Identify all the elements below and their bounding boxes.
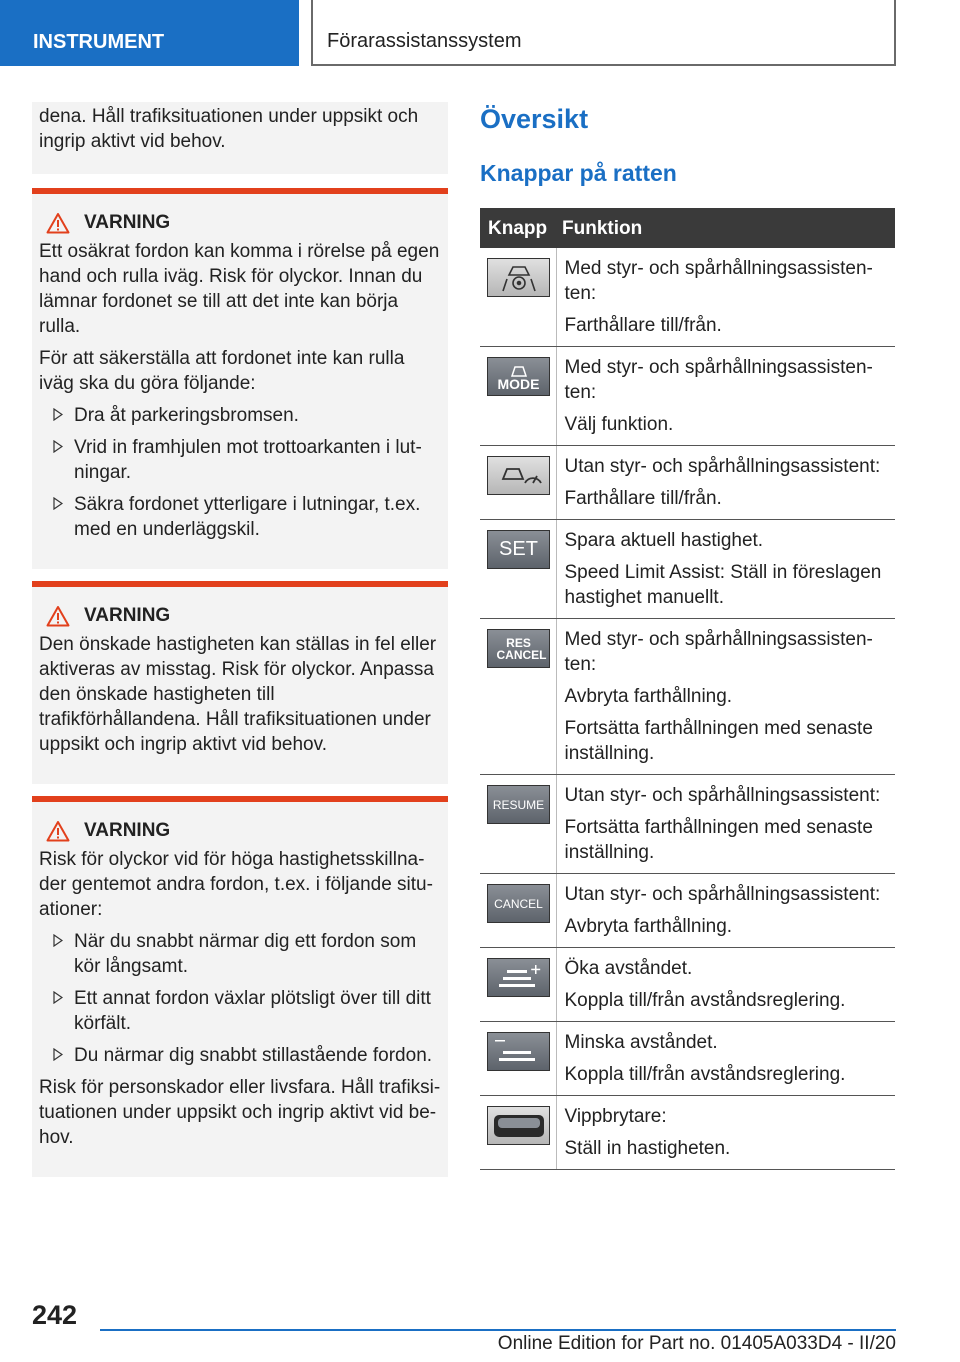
section-tab[interactable]: INSTRUMENT (0, 0, 299, 66)
row-text: Ställ in hastigheten. (564, 1138, 731, 1159)
row-text: Utan styr- och spårhållningsassistent: (564, 785, 881, 806)
table-row (480, 520, 895, 619)
row-text: Med styr- och spårhållningsassisten-ten: (564, 258, 873, 304)
table-row (480, 1022, 895, 1096)
row-text: Avbryta farthållning. (564, 916, 733, 937)
list-item: Dra åt parkeringsbromsen. (39, 403, 441, 428)
list-item: När du snabbt närmar dig ett fordon som kör långsamt. (39, 929, 441, 979)
table-row (480, 619, 895, 775)
warning-list (39, 403, 441, 542)
subsection-heading: Knappar på ratten (480, 160, 677, 186)
row-text: Speed Limit Assist: Ställ in föreslagen hastighet manuellt. (564, 562, 882, 608)
table-row (480, 874, 895, 948)
row-text: Välj funktion. (564, 414, 674, 435)
section-heading: Översikt (480, 104, 589, 134)
page-number: 242 (32, 1300, 78, 1330)
warning-triangle-icon (46, 605, 70, 627)
row-text: Öka avståndet. (564, 958, 693, 979)
rocker-switch-icon (487, 1106, 550, 1145)
bullet-triangle-icon (53, 408, 63, 421)
warning-title: VARNING (39, 818, 441, 843)
row-text: Farthållare till/från. (564, 488, 722, 509)
left-column (32, 102, 448, 1177)
footer-divider (100, 1329, 896, 1331)
row-text: Fortsätta farthållningen med senaste inställning. (564, 817, 873, 863)
warning-triangle-icon (46, 212, 70, 234)
row-text: Koppla till/från avståndsreglering. (564, 990, 846, 1011)
distance-decrease-icon (487, 1032, 550, 1071)
right-column (480, 102, 895, 1170)
warning-text: Risk för olyckor vid för höga hastighetsskillna-der gentemot andra fordon, t.ex. i följande situ-ationer: (39, 849, 433, 920)
bullet-triangle-icon (53, 497, 63, 510)
warning-list (39, 929, 441, 1068)
edition-note: Online Edition for Part no. 01405A033D4 - II/20 (497, 1333, 896, 1354)
bullet-triangle-icon (53, 991, 63, 1004)
warning-text: Risk för personskador eller livsfara. Håll trafiksi-tuationen under uppsikt och ingrip aktivt vid be-hov. (39, 1077, 441, 1148)
table-row (480, 1096, 895, 1170)
table-row (480, 446, 895, 520)
list-item: Ett annat fordon växlar plötsligt över till ditt körfält. (39, 986, 441, 1036)
warning-title: VARNING (39, 210, 441, 235)
row-text: Koppla till/från avståndsreglering. (564, 1064, 846, 1085)
res-cancel-button-icon: RES CANCEL (487, 629, 550, 668)
table-row (480, 948, 895, 1022)
row-text: Minska avståndet. (564, 1032, 718, 1053)
continued-note-text: dena. Håll trafiksituationen under uppsikt och ingrip aktivt vid behov. (39, 106, 419, 152)
bullet-triangle-icon (53, 934, 63, 947)
chapter-title: Förarassistanssystem (311, 0, 896, 66)
distance-increase-icon (487, 958, 550, 997)
row-text: Utan styr- och spårhållningsassistent: (564, 456, 881, 477)
page-header (0, 0, 960, 66)
row-text: Med styr- och spårhållningsassisten-ten: (564, 357, 873, 403)
column-header-button: Knapp (480, 208, 556, 248)
bullet-triangle-icon (53, 440, 63, 453)
warning-text: Den önskade hastigheten kan ställas in fel eller aktiveras av misstag. Risk för olyckor. Anpassa den önskade hastigheten till trafikförhållandena. Håll trafiksituationen under uppsikt och ingrip aktivt vid behov. (39, 634, 437, 755)
mode-button-icon: MODE (487, 357, 550, 396)
warning-text: För att säkerställa att fordonet inte kan rulla iväg ska du göra följande: (39, 348, 405, 394)
resume-button-icon: RESUME (487, 785, 550, 824)
row-text: Utan styr- och spårhållningsassistent: (564, 884, 881, 905)
warning-title: VARNING (39, 603, 441, 628)
row-text: Vippbrytare: (564, 1106, 667, 1127)
bullet-triangle-icon (53, 1048, 63, 1061)
steering-assist-icon (487, 258, 550, 297)
cruise-control-icon (487, 456, 550, 495)
table-row (480, 347, 895, 446)
warning-text: Ett osäkrat fordon kan komma i rörelse på egen hand och rulla iväg. Risk för olyckor. Innan du lämnar fordonet se till att det inte kan börja rulla. (39, 241, 440, 337)
table-header-row (480, 208, 895, 248)
continued-note (32, 102, 448, 174)
row-text: Avbryta farthållning. (564, 686, 733, 707)
table-row (480, 775, 895, 874)
list-item: Säkra fordonet ytterligare i lutningar, t.ex. med en underläggskil. (39, 492, 441, 542)
cancel-button-icon: CANCEL (487, 884, 550, 923)
list-item: Vrid in framhjulen mot trottoarkanten i lut-ningar. (39, 435, 441, 485)
warning-box-1 (32, 188, 448, 569)
column-header-function: Funktion (556, 208, 895, 248)
warning-box-3 (32, 796, 448, 1177)
row-text: Med styr- och spårhållningsassisten-ten: (564, 629, 873, 675)
button-function-table (480, 208, 895, 1170)
row-text: Farthållare till/från. (564, 315, 722, 336)
set-button-icon: SET (487, 530, 550, 569)
row-text: Fortsätta farthållningen med senaste inställning. (564, 718, 873, 764)
warning-triangle-icon (46, 820, 70, 842)
warning-box-2 (32, 581, 448, 784)
list-item: Du närmar dig snabbt stillastående fordon. (39, 1043, 441, 1068)
row-text: Spara aktuell hastighet. (564, 530, 764, 551)
table-row (480, 248, 895, 347)
